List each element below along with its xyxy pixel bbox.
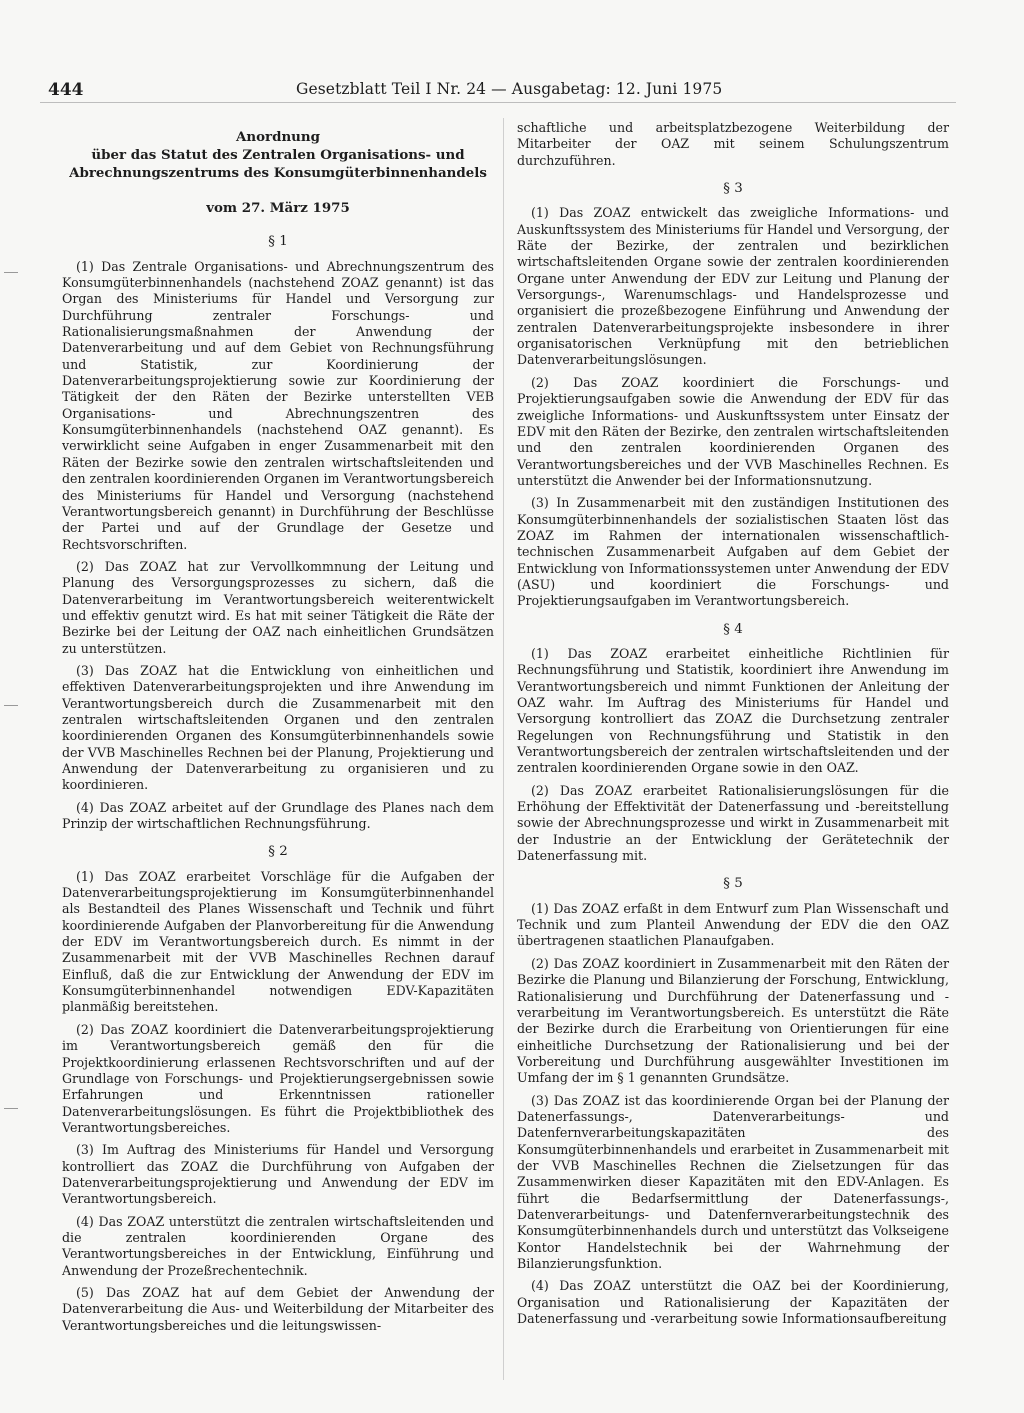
left-column-body [62,234,494,1334]
right-column-body [517,120,949,1327]
right-column [517,120,949,1333]
paragraph: (2) Das ZOAZ hat zur Vervollkommnung der Leitung und Planung des Versorgungsprozesses zu sichern, daß die Datenverarbeitung im Verantwortungsbereich weiterentwickelt und effektiv genutzt wird. Es hat mit seiner Tätigkeit die Räte der Bezirke bei der Leitung der OAZ nach einheitlichen Grundsätzen zu unterstützen. [62,558,494,656]
paragraph: (4) Das ZOAZ unterstützt die OAZ bei der Koordinierung, Organisation und Rationalisierung der Kapazitäten der Datenerfassung und -verarbeitung sowie Informationsaufbereitung [517,1278,949,1327]
section-heading: § 4 [723,621,743,637]
header-rule [40,102,956,103]
paragraph: (3) Im Auftrag des Ministeriums für Handel und Versorgung kontrolliert das ZOAZ die Durchführung von Aufgaben der Datenverarbeitungsprojektierung und Anwendung der EDV im Verantwortungsbereich. [62,1142,494,1207]
margin-mark [4,272,18,273]
margin-mark [4,1108,18,1109]
paragraph: schaftliche und arbeitsplatzbezogene Weiterbildung der Mitarbeiter der OAZ mit seinem Schulungszentrum durchzuführen. [517,120,949,168]
paragraph: (3) Das ZOAZ ist das koordinierende Organ bei der Planung der Datenerfassungs-, Datenverarbeitungs- und Datenfernverarbeitungskapazitäten des Konsumgüterbinnenhandels und erarbeitet in Zusammenarbeit mit der VVB Maschinelles Rechnen die Zielsetzungen für das Zusammenwirken dieser Kapazitäten mit den EDV-Anlagen. Es führt die Bedarfsermittlung der Datenerfassungs-, Datenverarbeitungs- und Datenfernverarbeitungstechnik des Konsumgüterbinnenhandels durch und unterstützt das Volkseigene Kontor Handelstechnik bei der Wahrnehmung der Bilanzierungsfunktion. [517,1092,949,1271]
paragraph: (3) In Zusammenarbeit mit den zuständigen Institutionen des Konsumgüterbinnenhandels der sozialistischen Staaten löst das ZOAZ im Rahmen der internationalen wissenschaftlich-technischen Zusammenarbeit Aufgaben auf dem Gebiet der Entwicklung von Informationssystemen unter Anwendung der EDV (ASU) und koordiniert die Forschungs- und Projektierungsaufgaben im Verantwortungsbereich. [517,495,949,609]
document-title [62,128,494,182]
paragraph: (4) Das ZOAZ arbeitet auf der Grundlage des Planes nach dem Prinzip der wirtschaftlichen Rechnungsführung. [62,799,494,832]
title-line: über das Statut des Zentralen Organisations- und [91,147,465,163]
title-line: Anordnung [235,129,321,145]
paragraph: (1) Das ZOAZ entwickelt das zweigliche Informations- und Auskunftssystem des Ministeriums für Handel und Versorgung, der Räte der Bezirke, der zentralen und bezirklichen wirtschaftsleitenden Organe sowie der zentralen koordinierenden Organe unter Anwendung der EDV zur Leitung und Planung der Versorgungs-, Warenumschlags- und Handelsprozesse und organisiert die prozeßbezogene Einführung und Anwendung der zentralen Datenverarbeitungsprojekte insbesondere in ihrer organisatorischen Verknüpfung mit den betrieblichen Datenverarbeitungslösungen. [517,205,949,368]
paragraph: (1) Das ZOAZ erarbeitet einheitliche Richtlinien für Rechnungsführung und Statistik, koordiniert ihre Anwendung im Verantwortungsbereich und nimmt Funktionen der Anleitung der OAZ wahr. Im Auftrag des Ministeriums für Handel und Versorgung kontrolliert das ZOAZ die Durchsetzung zentraler Regelungen von Rechnungsführung und Statistik in den Verantwortungsbereich der zentralen wirtschaftsleitenden und der zentralen koordinierenden Organe sowie in den OAZ. [517,645,949,776]
paragraph: (1) Das Zentrale Organisations- und Abrechnungszentrum des Konsumgüterbinnenhandels (nachstehend ZOAZ genannt) ist das Organ des Ministeriums für Handel und Versorgung zur Durchführung zentraler Forschungs- und Rationalisierungsmaßnahmen der Anwendung der Datenverarbeitung und auf dem Gebiet von Rechnungsführung und Statistik, zur Koordinierung der Datenverarbeitungsprojektierung sowie zur Koordinierung der Tätigkeit der den Räten der Bezirke unterstellten VEB Organisations- und Abrechnungszentren des Konsumgüterbinnenhandels (nachstehend OAZ genannt). Es verwirklicht seine Aufgaben in enger Zusammenarbeit mit den Räten der Bezirke sowie den zentralen wirtschaftsleitenden und den zentralen koordinierenden Organen im Verantwortungsbereich des Ministeriums für Handel und Versorgung (nachstehend Verantwortungsbereich genannt) in Durchführung der Beschlüsse der Partei und auf der Grundlage der Gesetze und Rechtsvorschriften. [62,258,494,552]
page-header [48,80,948,104]
page-number: 444 [48,80,84,100]
section-heading: § 2 [268,844,288,860]
section-heading: § 1 [268,234,288,250]
paragraph: (2) Das ZOAZ koordiniert die Datenverarbeitungsprojektierung im Verantwortungsbereich gemäß den für die Projektkoordinierung erlassenen Rechtsvorschriften und auf der Grundlage von Forschungs- und Projektierungsergebnissen sowie Erfahrungen und Erkenntnissen rationeller Datenverarbeitungslösungen. Es führt die Projektbibliothek des Verantwortungsbereiches. [62,1021,494,1135]
paragraph: (1) Das ZOAZ erarbeitet Vorschläge für die Aufgaben der Datenverarbeitungsprojektierung im Konsumgüterbinnenhandel als Bestandteil des Planes Wissenschaft und Technik und führt koordinierende Aufgaben der Planvorbereitung für die Anwendung der EDV im Verantwortungsbereich durch. Es nimmt in der Zusammenarbeit mit der VVB Maschinelles Rechnen darauf Einfluß, daß die zur Entwicklung der Anwendung der EDV im Konsumgüterbinnenhandel notwendigen EDV-Kapazitäten planmäßig bereitstehen. [62,868,494,1015]
paragraph: (3) Das ZOAZ hat die Entwicklung von einheitlichen und effektiven Datenverarbeitungsprojekten und ihre Anwendung im Verantwortungsbereich durch die Zusammenarbeit mit den zentralen wirtschaftsleitenden Organen und den zentralen koordinierenden Organen des Konsumgüterbinnenhandels sowie der VVB Maschinelles Rechnen bei der Planung, Projektierung und Anwendung der Datenverarbeitung zu organisieren und zu koordinieren. [62,662,494,793]
margin-mark [4,705,18,706]
title-line: Abrechnungszentrums des Konsumgüterbinnenhandels [69,165,487,181]
paragraph: (5) Das ZOAZ hat auf dem Gebiet der Anwendung der Datenverarbeitung die Aus- und Weiterbildung der Mitarbeiter des Verantwortungsbereiches und die leitungswissen- [62,1284,494,1333]
section-heading: § 3 [723,181,743,197]
paragraph: (2) Das ZOAZ koordiniert in Zusammenarbeit mit den Räten der Bezirke die Planung und Bilanzierung der Forschung, Entwicklung, Rationalisierung und Durchführung der Datenerfassung und -verarbeitung im Verantwortungsbereich. Es unterstützt die Räte der Bezirke durch die Erarbeitung von Orientierungen für eine einheitliche Durchsetzung der Rationalisierung und bei der Vorbereitung und Durchführung ausgewählter Investitionen im Umfang der im § 1 genannten Grundsätze. [517,955,949,1086]
running-title: Gesetzblatt Teil I Nr. 24 — Ausgabetag: 12. Juni 1975 [296,80,723,98]
document-date: vom 27. März 1975 [206,200,350,216]
paragraph: (2) Das ZOAZ koordiniert die Forschungs- und Projektierungsaufgaben sowie die Anwendung der EDV für das zweigliche Informations- und Auskunftssystem unter Einsatz der EDV mit den Räten der Bezirke, den zentralen wirtschaftsleitenden und den zentralen koordinierenden Organen des Verantwortungsbereiches und der VVB Maschinelles Rechnen. Es unterstützt die Anwender bei der Informationsnutzung. [517,374,949,488]
paragraph: (2) Das ZOAZ erarbeitet Rationalisierungslösungen für die Erhöhung der Effektivität der Datenerfassung und -bereitstellung sowie der Abrechnungsprozesse und wirkt in Zusammenarbeit mit der Industrie an der Entwicklung der Gerätetechnik der Datenerfassung mit. [517,782,949,864]
paragraph: (1) Das ZOAZ erfaßt in dem Entwurf zum Plan Wissenschaft und Technik und zum Planteil Anwendung der EDV die den OAZ übertragenen staatlichen Planaufgaben. [517,900,949,949]
column-divider [503,118,504,1380]
left-column [62,120,494,1340]
paragraph: (4) Das ZOAZ unterstützt die zentralen wirtschaftsleitenden und die zentralen koordinierenden Organe des Verantwortungsbereiches in der Entwicklung, Einführung und Anwendung der Prozeßrechentechnik. [62,1213,494,1278]
section-heading: § 5 [723,876,743,892]
